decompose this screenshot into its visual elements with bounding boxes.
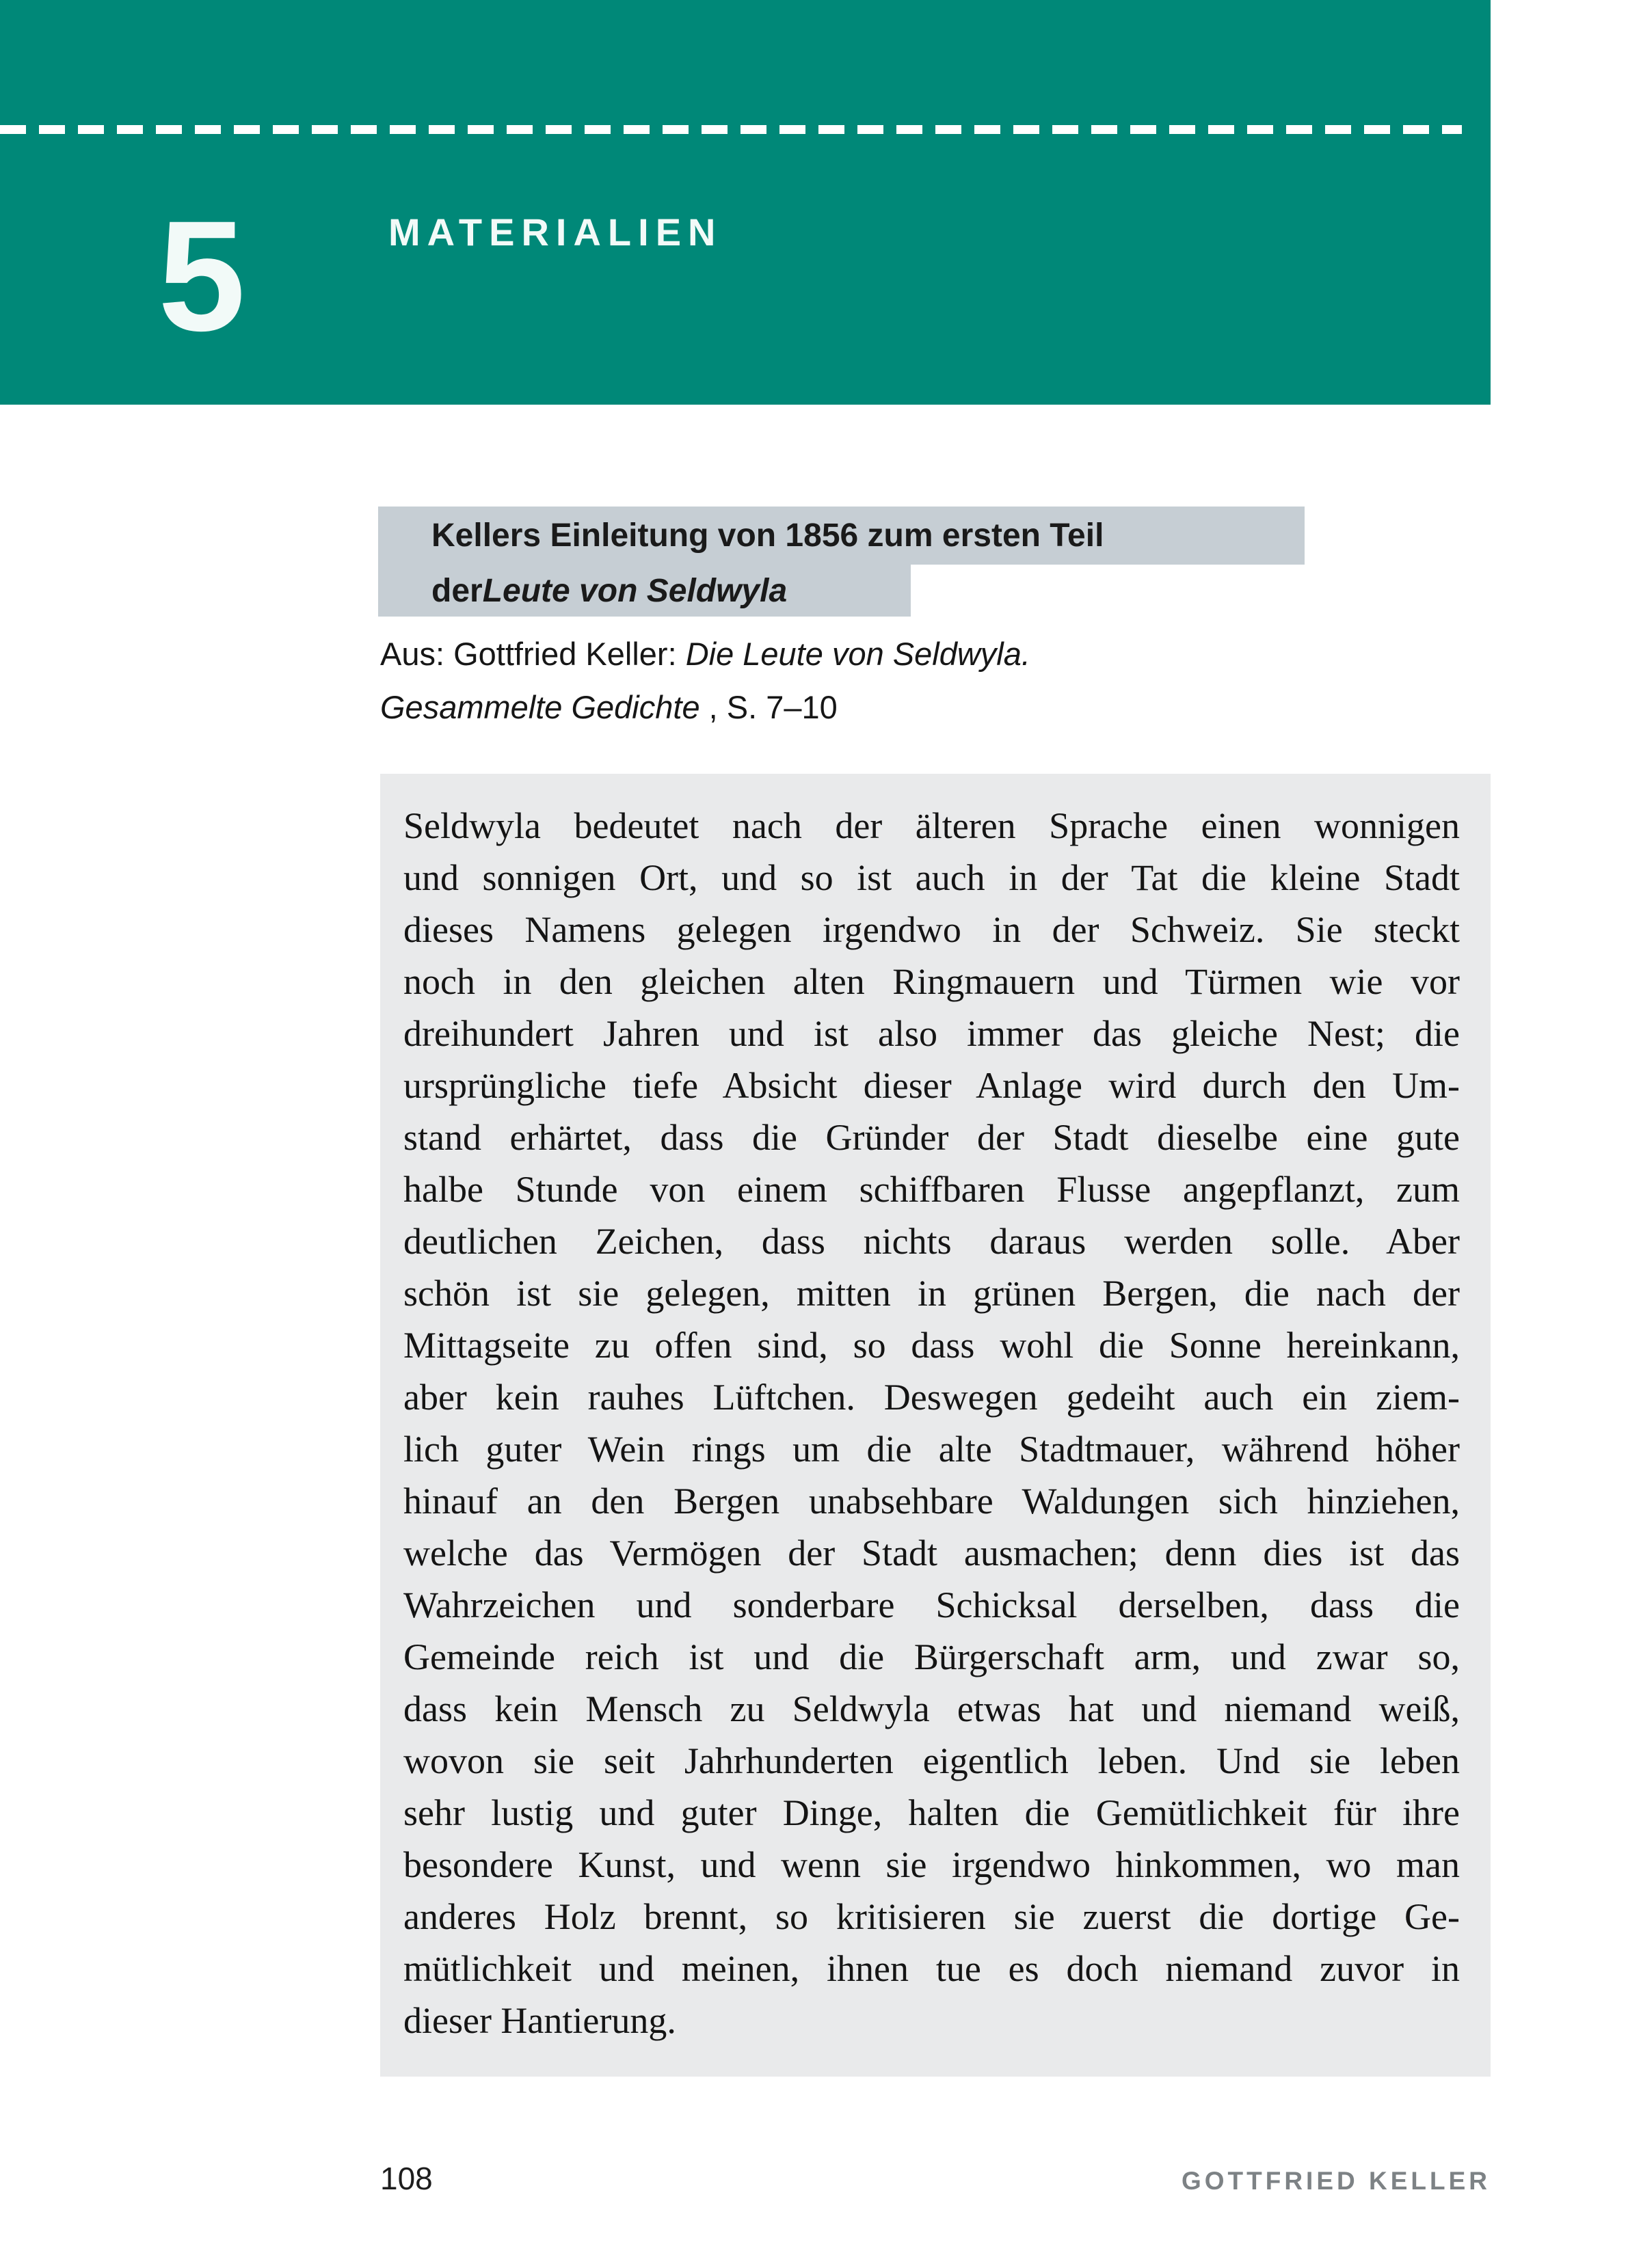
excerpt-line: schön ist sie gelegen, mitten in grünen Bergen, die nach der [403, 1273, 1460, 1314]
excerpt-line: stand erhärtet, dass die Gründer der Stadt dieselbe eine gute [403, 1117, 1460, 1158]
excerpt-line: Wahrzeichen und sonderbare Schicksal derselben, dass die [403, 1584, 1460, 1625]
footer-author: GOTTFRIED KELLER [1181, 2167, 1491, 2195]
source-line-1-title: Die Leute von Seldwyla. [685, 636, 1030, 672]
excerpt-line: besondere Kunst, und wenn sie irgendwo hinkommen, wo man [403, 1844, 1460, 1885]
heading-line-2-prefix: der [431, 572, 483, 609]
excerpt-line: Gemeinde reich ist und die Bürgerschaft arm, und zwar so, [403, 1636, 1460, 1677]
chapter-number: 5 [158, 188, 245, 364]
source-line-2 [380, 681, 1030, 734]
source-line-2-title: Gesammelte Gedichte [380, 689, 700, 725]
excerpt-line: Mittagseite zu offen sind, so dass wohl die Sonne hereinkann, [403, 1325, 1460, 1366]
excerpt-line: wovon sie seit Jahrhunderten eigentlich leben. Und sie leben [403, 1740, 1460, 1781]
source-line-2-pages: , S. 7–10 [708, 689, 838, 725]
excerpt-line: dieses Namens gelegen irgendwo in der Schweiz. Sie steckt [403, 909, 1460, 950]
excerpt-line: noch in den gleichen alten Ringmauern und Türmen wie vor [403, 961, 1460, 1002]
excerpt-line: aber kein rauhes Lüftchen. Deswegen gedeiht auch ein ziem- [403, 1377, 1460, 1418]
page-number: 108 [380, 2161, 433, 2196]
heading-line-1-text: Kellers Einleitung von 1856 zum ersten Teil [431, 517, 1104, 554]
heading-line-1 [378, 507, 1305, 565]
chapter-title: MATERIALIEN [388, 210, 723, 254]
heading-line-2 [378, 565, 911, 617]
excerpt-line: dieser Hantierung. [403, 2000, 676, 2041]
heading-line-2-title: Leute von Seldwyla [482, 572, 788, 609]
excerpt-box [380, 774, 1491, 2077]
excerpt-line: lich guter Wein rings um die alte Stadtmauer, während höher [403, 1429, 1460, 1470]
excerpt-line: dass kein Mensch zu Seldwyla etwas hat und niemand weiß, [403, 1688, 1460, 1729]
excerpt-text [403, 800, 1460, 2047]
excerpt-line: sehr lustig und guter Dinge, halten die Gemütlichkeit für ihre [403, 1792, 1460, 1833]
excerpt-line: welche das Vermögen der Stadt ausmachen; denn dies ist das [403, 1533, 1460, 1574]
excerpt-line: und sonnigen Ort, und so ist auch in der Tat die kleine Stadt [403, 857, 1460, 898]
excerpt-line: hinauf an den Bergen unabsehbare Waldungen sich hinziehen, [403, 1481, 1460, 1522]
source-line-1-prefix: Aus: Gottfried Keller: [380, 636, 686, 672]
excerpt-line: halbe Stunde von einem schiffbaren Flusse angepflanzt, zum [403, 1169, 1460, 1210]
excerpt-line: ursprüngliche tiefe Absicht dieser Anlage wird durch den Um- [403, 1065, 1460, 1106]
page-footer [380, 2160, 1491, 2197]
dashed-divider [0, 125, 1462, 134]
source-line-1 [380, 627, 1030, 681]
excerpt-line: Seldwyla bedeutet nach der älteren Sprache einen wonnigen [403, 805, 1460, 846]
excerpt-line: deutlichen Zeichen, dass nichts daraus werden solle. Aber [403, 1221, 1460, 1262]
excerpt-line: anderes Holz brennt, so kritisieren sie zuerst die dortige Ge- [403, 1896, 1460, 1937]
excerpt-line: mütlichkeit und meinen, ihnen tue es doch niemand zuvor in [403, 1948, 1460, 1989]
excerpt-line: dreihundert Jahren und ist also immer das gleiche Nest; die [403, 1013, 1460, 1054]
source-reference [380, 627, 1030, 734]
chapter-banner [0, 0, 1491, 405]
